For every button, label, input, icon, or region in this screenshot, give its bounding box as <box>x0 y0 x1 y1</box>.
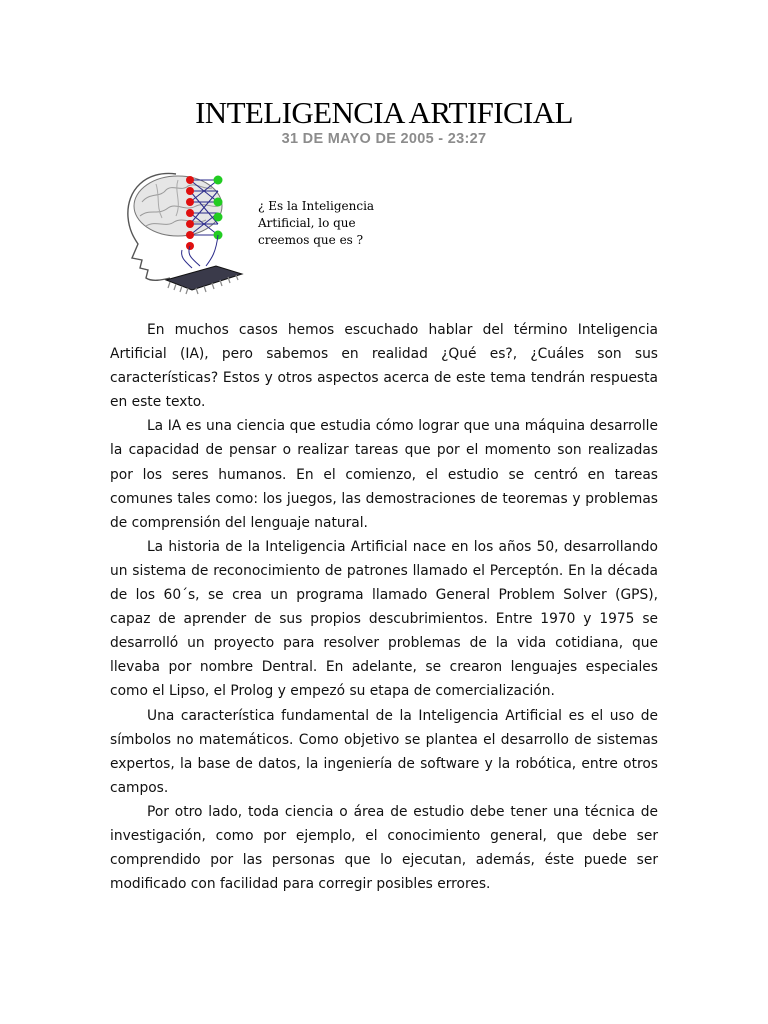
intro-figure <box>116 162 386 298</box>
paragraph: La historia de la Inteligencia Artificial nace en los años 50, desarrollando un sistema de reconocimiento de patrones llamado el Perceptón. En la década de los 60´s, se crea un programa llamado General Problem Solver (GPS), capaz de aprender de sus propios descubrimientos. Entre 1970 y 1975 se desarrolló un proyecto para resolver problemas de la vida cotidiana, que llevaba por nombre Dentral. En adelante, se crearon lenguajes especiales como el Lipso, el Prolog y empezó su etapa de comercialización. <box>110 538 658 700</box>
caption-line: ¿ Es la Inteligencia <box>258 199 375 213</box>
brain-chip-illustration-icon <box>116 162 256 298</box>
caption-line: creemos que es ? <box>258 233 364 247</box>
article-body <box>110 318 658 896</box>
figure-caption <box>258 198 388 249</box>
paragraph: Una característica fundamental de la Inteligencia Artificial es el uso de símbolos no matemáticos. Como objetivo se plantea el desarrollo de sistemas expertos, la base de datos, la ingeniería de software y la robótica, entre otros campos. <box>110 707 658 796</box>
document-title: INTELIGENCIA ARTIFICIAL <box>195 95 573 130</box>
paragraph: La IA es una ciencia que estudia cómo lograr que una máquina desarrolle la capacidad de pensar o realizar tareas que por el momento son realizadas por los seres humanos. En el comienzo, el estudio se centró en tareas comunes tales como: los juegos, las demostraciones de teoremas y problemas de comprensión del lenguaje natural. <box>110 418 658 531</box>
paragraph: En muchos casos hemos escuchado hablar del término Inteligencia Artificial (IA), pero sabemos en realidad ¿Qué es?, ¿Cuáles son sus características? Estos y otros aspectos acerca de este tema tendrán respuesta en este texto. <box>110 322 658 411</box>
document-date: 31 DE MAYO DE 2005 - 23:27 <box>281 131 487 147</box>
paragraph: Por otro lado, toda ciencia o área de estudio debe tener una técnica de investigación, como por ejemplo, el conocimiento general, que debe ser comprendido por las personas que lo ejecutan, además, éste puede ser modificado con facilidad para corregir posibles errores. <box>110 803 658 893</box>
caption-line: Artificial, lo que <box>258 216 356 230</box>
